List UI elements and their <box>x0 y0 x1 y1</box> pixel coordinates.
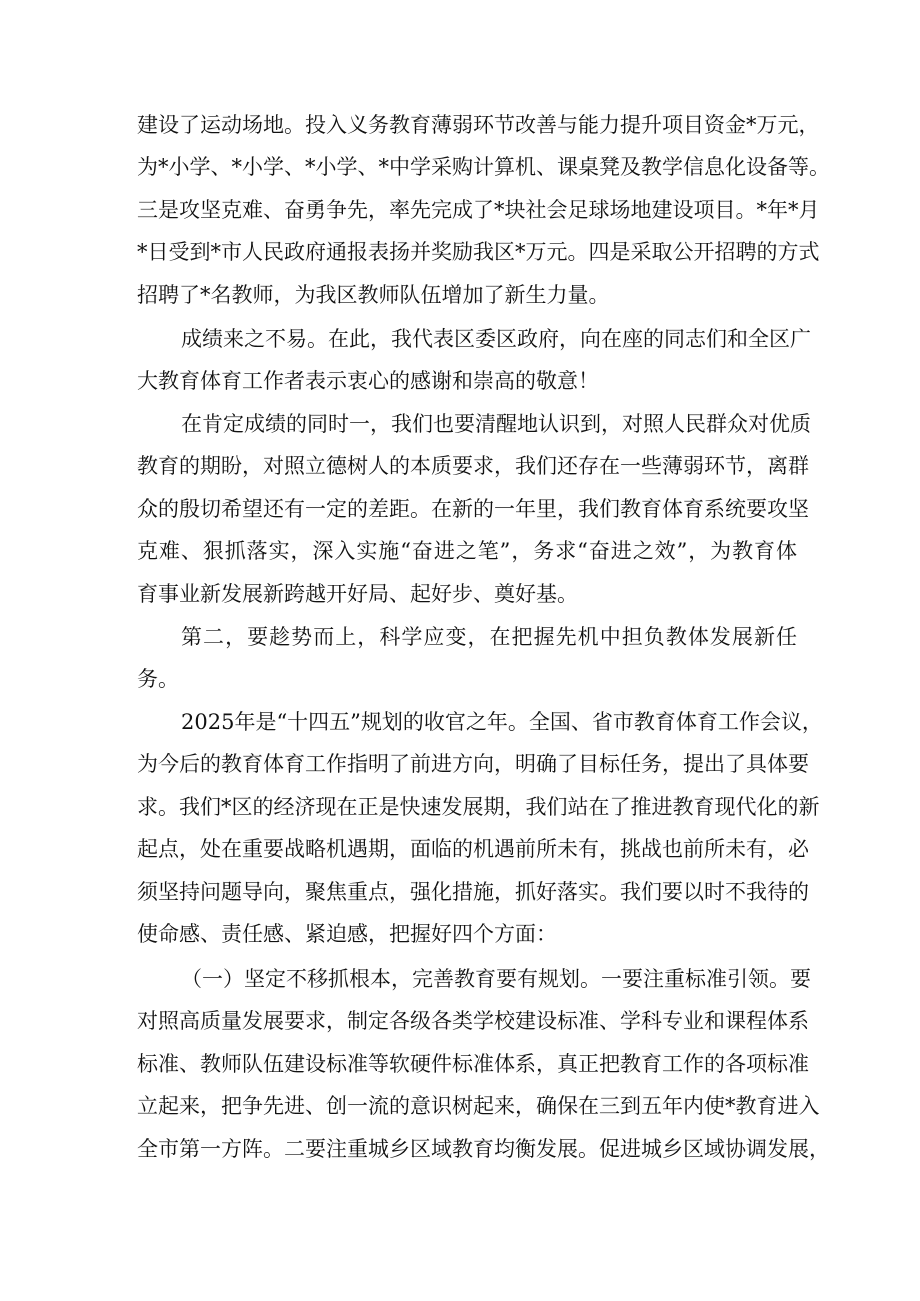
paragraph-2 <box>137 318 811 403</box>
text-line: （一）坚定不移抓根本，完善教育要有规划。一要注重标准引领。要 <box>181 967 811 991</box>
text-line: 务。 <box>137 667 179 692</box>
text-line: 立起来，把争先进、创一流的意识树起来，确保在三到五年内使*教育进入 <box>137 1094 820 1119</box>
paragraph-6 <box>137 958 830 1170</box>
text-line: 须坚持问题导向，聚焦重点，强化措施，抓好落实。我们要以时不我待的 <box>137 879 809 904</box>
paragraph-1 <box>137 104 830 316</box>
paragraph-3 <box>137 403 811 615</box>
text-line: 使命感、责任感、紧迫感，把握好四个方面： <box>137 921 557 946</box>
text-line: 克难、狠抓落实，深入实施“奋进之笔”，务求“奋进之效”，为教育体 <box>137 539 797 564</box>
text-line: 大教育体育工作者表示衷心的感谢和崇高的敬意！ <box>137 369 599 394</box>
text-line: 众的殷切希望还有一定的差距。在新的一年里，我们教育体育系统要攻坚 <box>137 496 809 521</box>
text-line: 起点，处在重要战略机遇期，面临的机遇前所未有，挑战也前所未有，必 <box>137 837 809 862</box>
text-line: 招聘了*名教师，为我区教师队伍增加了新生力量。 <box>137 282 610 307</box>
text-line: 在肯定成绩的同时一，我们也要清醒地认识到，对照人民群众对优质 <box>181 412 811 436</box>
paragraph-5 <box>137 701 823 955</box>
text-line: 求。我们*区的经济现在正是快速发展期，我们站在了推进教育现代化的新 <box>137 794 820 819</box>
text-line: 对照高质量发展要求，制定各级各类学校建设标准、学科专业和课程体系 <box>137 1009 809 1034</box>
text-line: 标准、教师队伍建设标准等软硬件标准体系，真正把教育工作的各项标准 <box>137 1051 809 1076</box>
text-line: 教育的期盼，对照立德树人的本质要求，我们还存在一些薄弱环节，离群 <box>137 454 809 479</box>
text-line: 2025年是“十四五”规划的收官之年。全国、省市教育体育工作会议， <box>181 710 823 734</box>
text-line: 三是攻坚克难、奋勇争先，率先完成了*块社会足球场地建设项目。*年*月 <box>137 197 820 222</box>
text-line: *日受到*市人民政府通报表扬并奖励我区*万元。四是采取公开招聘的方式 <box>137 240 820 265</box>
text-line: 育事业新发展新跨越开好局、起好步、奠好基。 <box>137 581 578 606</box>
text-line: 为*小学、*小学、*小学、*中学采购计算机、课桌凳及教学信息化设备等。 <box>137 155 830 180</box>
text-line: 成绩来之不易。在此，我代表区委区政府，向在座的同志们和全区广 <box>181 327 811 351</box>
text-line: 全市第一方阵。二要注重城乡区域教育均衡发展。促进城乡区域协调发展， <box>137 1136 830 1161</box>
text-line: 第二，要趁势而上，科学应变，在把握先机中担负教体发展新任 <box>181 625 797 649</box>
text-line: 建设了运动场地。投入义务教育薄弱环节改善与能力提升项目资金*万元， <box>137 113 820 137</box>
paragraph-4 <box>137 616 797 701</box>
text-line: 为今后的教育体育工作指明了前进方向，明确了目标任务，提出了具体要 <box>137 752 809 777</box>
